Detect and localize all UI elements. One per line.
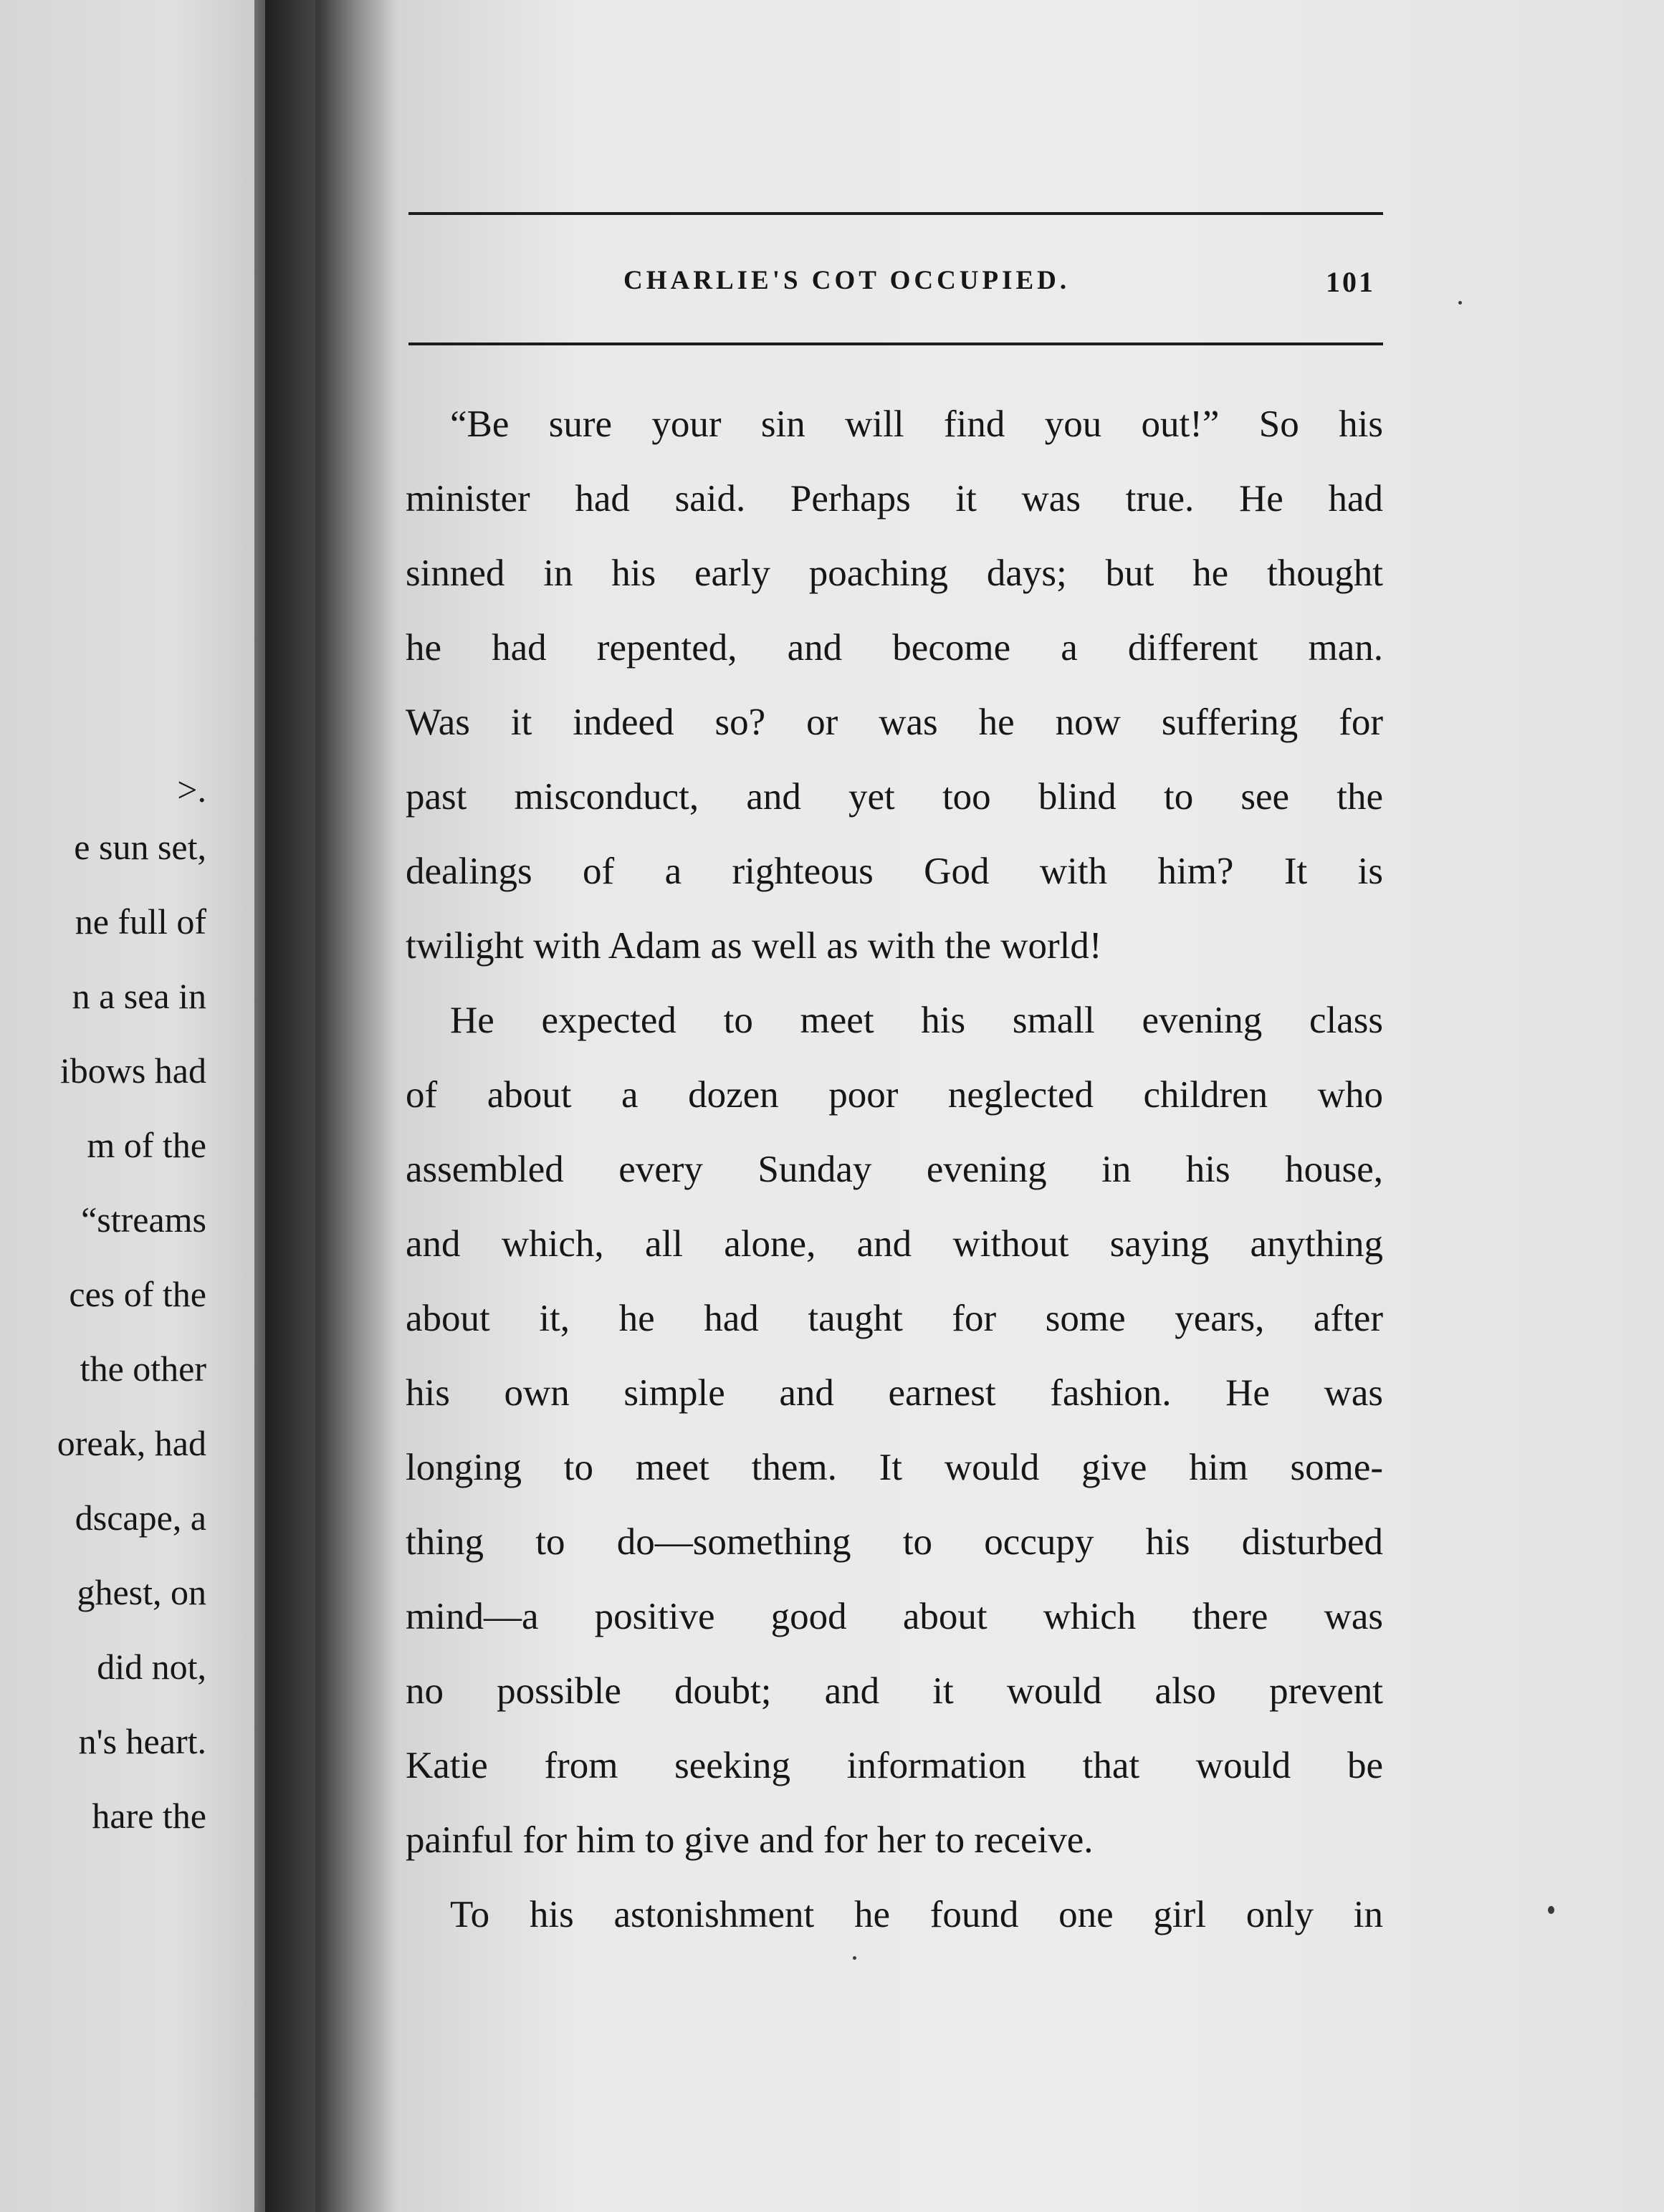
header-rule-bottom (408, 343, 1383, 345)
left-fragment: >. (177, 770, 206, 810)
book-spine-shadow (265, 0, 315, 2212)
text-line: assembled every Sunday evening in his house, (406, 1149, 1383, 1190)
left-fragment: ibows had (59, 1050, 206, 1091)
text-line: Was it indeed so? or was he now suffering for (406, 702, 1383, 743)
text-line: mind—a positive good about which there was (406, 1596, 1383, 1637)
left-fragment: ghest, on (77, 1572, 206, 1612)
text-line: twilight with Adam as well as with the world! (406, 925, 1102, 967)
left-fragment: n's heart. (78, 1721, 206, 1761)
left-fragment: e sun set, (74, 827, 206, 867)
left-fragment: did not, (97, 1647, 206, 1687)
text-line: painful for him to give and for her to receive. (406, 1819, 1094, 1861)
left-fragment: n a sea in (72, 976, 206, 1016)
left-fragment: dscape, a (75, 1498, 206, 1538)
scan-speck (1548, 1906, 1554, 1914)
text-line: Katie from seeking information that would be (406, 1745, 1383, 1786)
scan-speck (1458, 301, 1462, 305)
text-line: his own simple and earnest fashion. He was (406, 1372, 1383, 1414)
text-line: sinned in his early poaching days; but he thought (406, 552, 1383, 594)
text-line: no possible doubt; and it would also prevent (406, 1670, 1383, 1712)
page-number: 101 (1326, 266, 1375, 298)
text-line: past misconduct, and yet too blind to see the (406, 776, 1383, 818)
left-fragment: the other (80, 1349, 206, 1389)
text-line: “Be sure your sin will find you out!” So his (450, 403, 1383, 445)
text-line: dealings of a righteous God with him? It is (406, 851, 1383, 892)
text-line: about it, he had taught for some years, after (406, 1298, 1383, 1339)
header-rule-top (408, 212, 1383, 215)
left-page-text-fragments (0, 770, 215, 1877)
scan-speck (853, 1956, 856, 1960)
left-fragment: “streams (81, 1200, 206, 1240)
running-head: CHARLIE'S COT OCCUPIED. (623, 266, 1071, 295)
left-fragment: ces of the (69, 1274, 206, 1314)
text-line: He expected to meet his small evening class (450, 1000, 1383, 1041)
left-fragment: m of the (87, 1125, 206, 1165)
text-line: thing to do—something to occupy his disturbed (406, 1521, 1383, 1563)
left-fragment: ne full of (75, 901, 206, 942)
left-fragment: hare the (92, 1796, 206, 1836)
text-line: and which, all alone, and without saying anything (406, 1223, 1383, 1265)
text-line: minister had said. Perhaps it was true. He had (406, 478, 1383, 520)
text-line: he had repented, and become a different man. (406, 627, 1383, 669)
page-body-text (406, 387, 1383, 1952)
text-line: longing to meet them. It would give him some- (406, 1447, 1383, 1488)
text-line: To his astonishment he found one girl only in (450, 1894, 1383, 1935)
left-fragment: oreak, had (57, 1423, 206, 1463)
text-line: of about a dozen poor neglected children who (406, 1074, 1383, 1116)
